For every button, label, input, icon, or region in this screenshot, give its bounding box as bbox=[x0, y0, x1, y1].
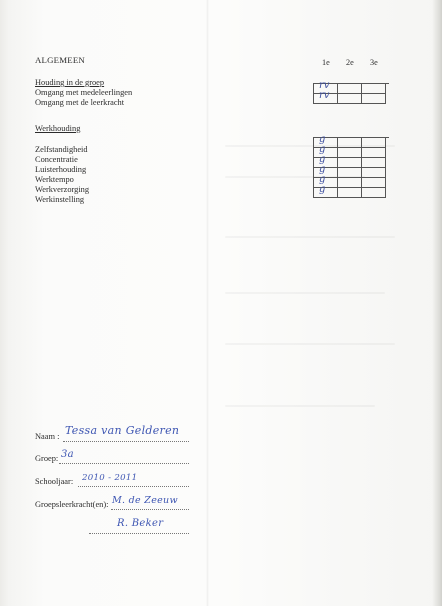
grade-cell bbox=[314, 184, 338, 198]
handwritten-grade: g bbox=[319, 154, 326, 165]
bleed-through-line bbox=[225, 236, 395, 238]
handwritten-grade: rv bbox=[319, 90, 330, 101]
work-item-label: Werkverzorging bbox=[35, 185, 90, 194]
grade-cell bbox=[362, 178, 386, 188]
group-label: Groep: bbox=[35, 454, 59, 463]
handwritten-grade: g bbox=[319, 184, 326, 195]
bleed-through-line bbox=[225, 405, 375, 407]
school-year-handwritten: 2010 - 2011 bbox=[82, 473, 138, 483]
grade-cell bbox=[314, 90, 338, 104]
grade-cell bbox=[362, 158, 386, 168]
teacher-dotted-line-1 bbox=[111, 509, 189, 510]
grade-cell bbox=[362, 188, 386, 198]
handwritten-grade: g bbox=[319, 164, 326, 175]
grade-row bbox=[314, 184, 389, 198]
group-item-label: Omgang met medeleerlingen bbox=[35, 88, 133, 97]
page-edge-shadow bbox=[432, 0, 442, 606]
teacher-handwritten-2: R. Beker bbox=[117, 518, 164, 529]
work-item-label: Luisterhouding bbox=[35, 165, 87, 174]
grade-cell bbox=[338, 188, 362, 198]
student-name-handwritten: Tessa van Gelderen bbox=[65, 424, 180, 437]
bleed-through-line bbox=[225, 343, 395, 345]
handwritten-grade: g bbox=[319, 134, 326, 145]
grade-cell bbox=[338, 84, 362, 94]
grade-cell bbox=[314, 154, 338, 168]
grade-cell bbox=[362, 94, 386, 104]
work-heading: Werkhouding bbox=[35, 124, 81, 133]
handwritten-grade: g bbox=[319, 144, 326, 155]
group-heading: Houding in de groep bbox=[35, 78, 105, 87]
grade-cell bbox=[338, 138, 362, 148]
name-label: Naam : bbox=[35, 432, 60, 441]
column-header-3e: 3e bbox=[370, 58, 378, 67]
teacher-label: Groepsleerkracht(en): bbox=[35, 500, 109, 509]
group-handwritten: 3a bbox=[61, 449, 74, 460]
work-item-label: Werkinstelling bbox=[35, 195, 85, 204]
grade-cell bbox=[314, 164, 338, 178]
group-item-label: Omgang met de leerkracht bbox=[35, 98, 125, 107]
grade-cell bbox=[338, 178, 362, 188]
grade-cell bbox=[338, 148, 362, 158]
work-item-label: Werktempo bbox=[35, 175, 74, 184]
grade-cell bbox=[362, 84, 386, 94]
grade-cell bbox=[314, 174, 338, 188]
section-title: ALGEMEEN bbox=[35, 55, 85, 65]
grade-cell bbox=[314, 134, 338, 148]
grade-cell bbox=[338, 168, 362, 178]
school-year-label: Schooljaar: bbox=[35, 477, 74, 486]
work-item-label: Zelfstandigheid bbox=[35, 145, 88, 154]
column-header-1e: 1e bbox=[322, 58, 330, 67]
grade-cell bbox=[338, 94, 362, 104]
work-item-label: Concentratie bbox=[35, 155, 78, 164]
group-dotted-line bbox=[59, 463, 189, 464]
handwritten-grade: g bbox=[319, 174, 326, 185]
grade-row bbox=[314, 90, 389, 104]
column-header-2e: 2e bbox=[346, 58, 354, 67]
grade-cell bbox=[362, 138, 386, 148]
handwritten-grade: rv bbox=[319, 80, 330, 91]
name-dotted-line bbox=[63, 441, 189, 442]
grade-cell bbox=[314, 144, 338, 158]
bleed-through-line bbox=[225, 292, 385, 294]
school-year-dotted-line bbox=[78, 486, 189, 487]
teacher-handwritten-1: M. de Zeeuw bbox=[112, 495, 178, 506]
teacher-dotted-line-2 bbox=[89, 533, 189, 534]
center-fold bbox=[206, 0, 209, 606]
grade-cell bbox=[362, 168, 386, 178]
work-grades-grid bbox=[313, 134, 389, 198]
group-grades-grid bbox=[313, 80, 389, 104]
grade-cell bbox=[338, 158, 362, 168]
grade-cell bbox=[362, 148, 386, 158]
